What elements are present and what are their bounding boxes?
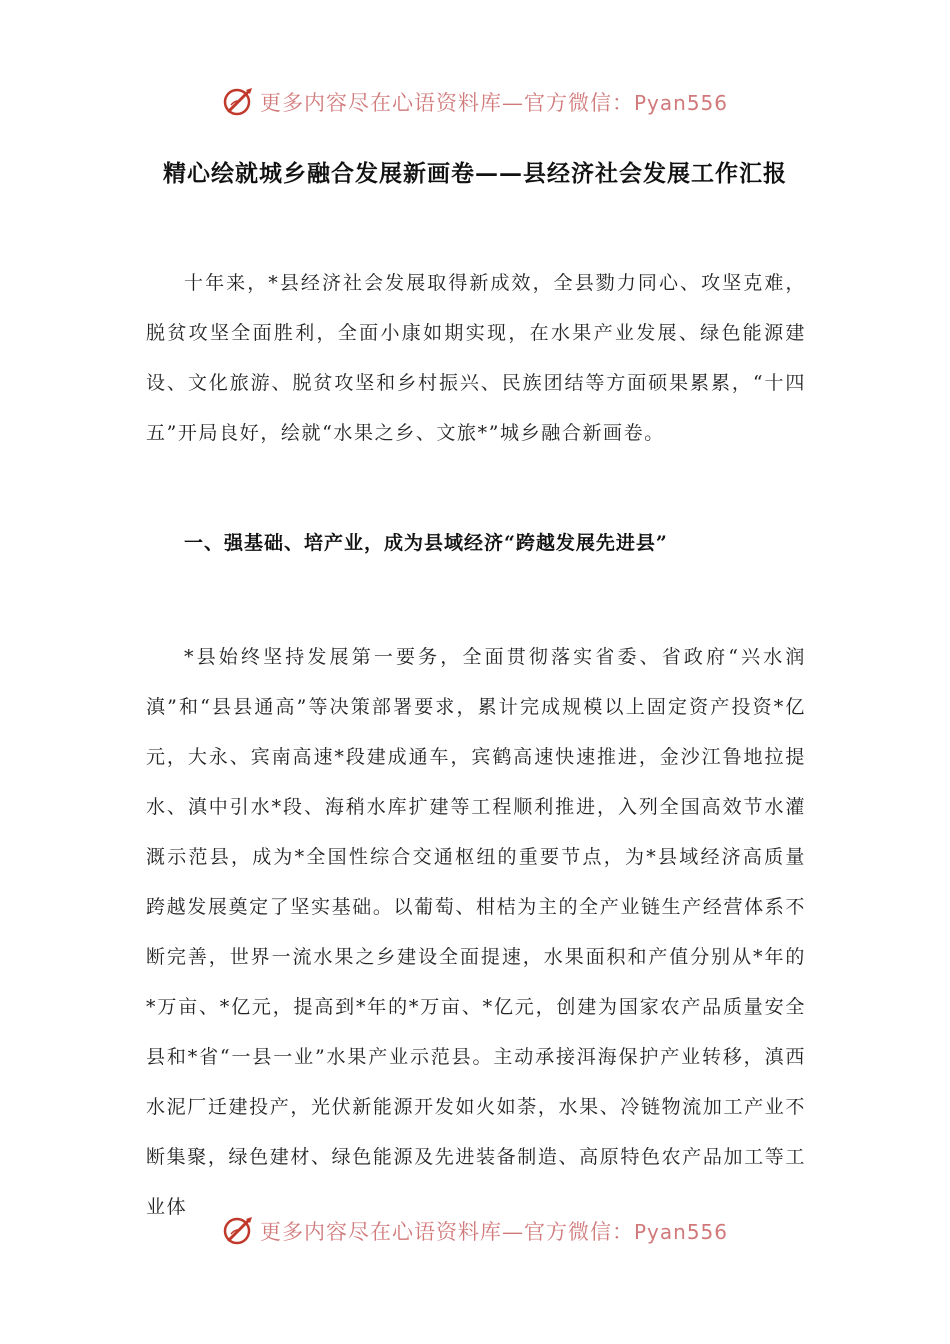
watermark-text: 更多内容尽在心语资料库—官方微信：Pyan556 bbox=[259, 1220, 728, 1244]
watermark-text: 更多内容尽在心语资料库—官方微信：Pyan556 bbox=[259, 91, 728, 115]
section-body-paragraph: *县始终坚持发展第一要务，全面贯彻落实省委、省政府“兴水润滇”和“县县通高”等决策部署要求，累计完成规模以上固定资产投资*亿元，大永、宾南高速*段建成通车，宾鹤高速快速推进，金沙江鲁地拉提水、滇中引水*段、海稍水库扩建等工程顺利推进，入列全国高效节水灌溉示范县，成为*全国性综合交通枢纽的重要节点，为*县域经济高质量跨越发展奠定了坚实基础。以葡萄、柑桔为主的全产业链生产经营体系不断完善，世界一流水果之乡建设全面提速，水果面积和产值分别从*年的*万亩、*亿元，提高到*年的*万亩、*亿元，创建为国家农产品质量安全县和*省“一县一业”水果产业示范县。主动承接洱海保护产业转移，滇西水泥厂迁建投产，光伏新能源开发如火如荼，水果、冷链物流加工产业不断集聚，绿色建材、绿色能源及先进装备制造、高原特色农产品加工等工业体 bbox=[146, 646, 806, 1218]
watermark-banner-bottom bbox=[0, 1209, 950, 1253]
document-title: 精心绘就城乡融合发展新画卷——县经济社会发展工作汇报 bbox=[163, 160, 787, 187]
section-heading: 一、强基础、培产业，成为县域经济“跨越发展先进县” bbox=[184, 532, 668, 554]
wechat-id: Pyan556 bbox=[633, 91, 728, 115]
pen-logo-icon bbox=[222, 85, 256, 119]
pen-logo-icon bbox=[222, 1214, 256, 1248]
wechat-id: Pyan556 bbox=[633, 1220, 728, 1244]
watermark-banner-top bbox=[0, 80, 950, 124]
intro-paragraph: 十年来，*县经济社会发展取得新成效，全县勠力同心、攻坚克难，脱贫攻坚全面胜利，全面小康如期实现，在水果产业发展、绿色能源建设、文化旅游、脱贫攻坚和乡村振兴、民族团结等方面硕果累累，“十四五”开局良好，绘就“水果之乡、文旅*”城乡融合新画卷。 bbox=[146, 272, 806, 444]
